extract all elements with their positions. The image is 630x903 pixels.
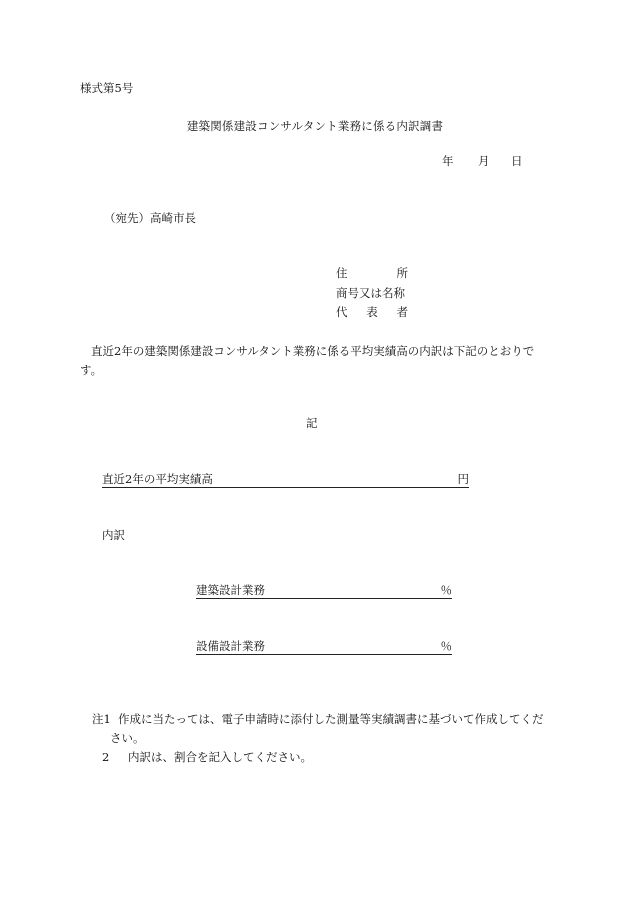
average-amount-line xyxy=(102,473,469,488)
applicant-representative-label xyxy=(336,306,408,320)
recipient: （宛先）高崎市長 xyxy=(104,211,196,225)
note-1-text: 作成に当たっては、電子申請時に添付した測量等実績調書に基づいて作成してくだ xyxy=(118,712,544,726)
representative-label-char-1: 代 xyxy=(336,305,348,319)
breakdown-label: 内訳 xyxy=(102,528,125,542)
yen-unit: 円 xyxy=(457,472,469,486)
document-title: 建築関係建設コンサルタント業務に係る内訳調書 xyxy=(186,119,444,133)
representative-label-char-3: 者 xyxy=(396,305,408,319)
note-2-marker: 2 xyxy=(102,750,110,764)
date-month: 月 xyxy=(478,154,490,168)
address-label-char-1: 住 xyxy=(336,266,348,280)
architectural-design-line xyxy=(196,584,452,599)
applicant-company-label: 商号又は名称 xyxy=(336,286,405,300)
architectural-design-label: 建築設計業務 xyxy=(196,583,265,597)
percent-unit: ％ xyxy=(440,583,452,597)
average-amount-label: 直近2年の平均実績高 xyxy=(102,472,213,486)
ki-heading: 記 xyxy=(306,416,318,430)
note-1-marker: 注1 xyxy=(92,712,111,726)
note-1-continuation: さい。 xyxy=(110,731,145,745)
body-paragraph: 直近2年の建築関係建設コンサルタント業務に係る平均実績高の内訳は下記のとおりです。 xyxy=(80,344,535,377)
date-year: 年 xyxy=(442,154,454,168)
equipment-design-line xyxy=(196,640,452,655)
note-1 xyxy=(92,713,544,727)
representative-label-char-2: 表 xyxy=(366,305,378,319)
form-number: 様式第5号 xyxy=(80,81,134,95)
note-2 xyxy=(102,751,312,765)
percent-unit: ％ xyxy=(440,639,452,653)
applicant-address-label xyxy=(336,267,408,281)
equipment-design-label: 設備設計業務 xyxy=(196,639,265,653)
note-2-text: 内訳は、割合を記入してください。 xyxy=(128,750,312,764)
address-label-char-2: 所 xyxy=(396,266,408,280)
date-day: 日 xyxy=(511,154,523,168)
